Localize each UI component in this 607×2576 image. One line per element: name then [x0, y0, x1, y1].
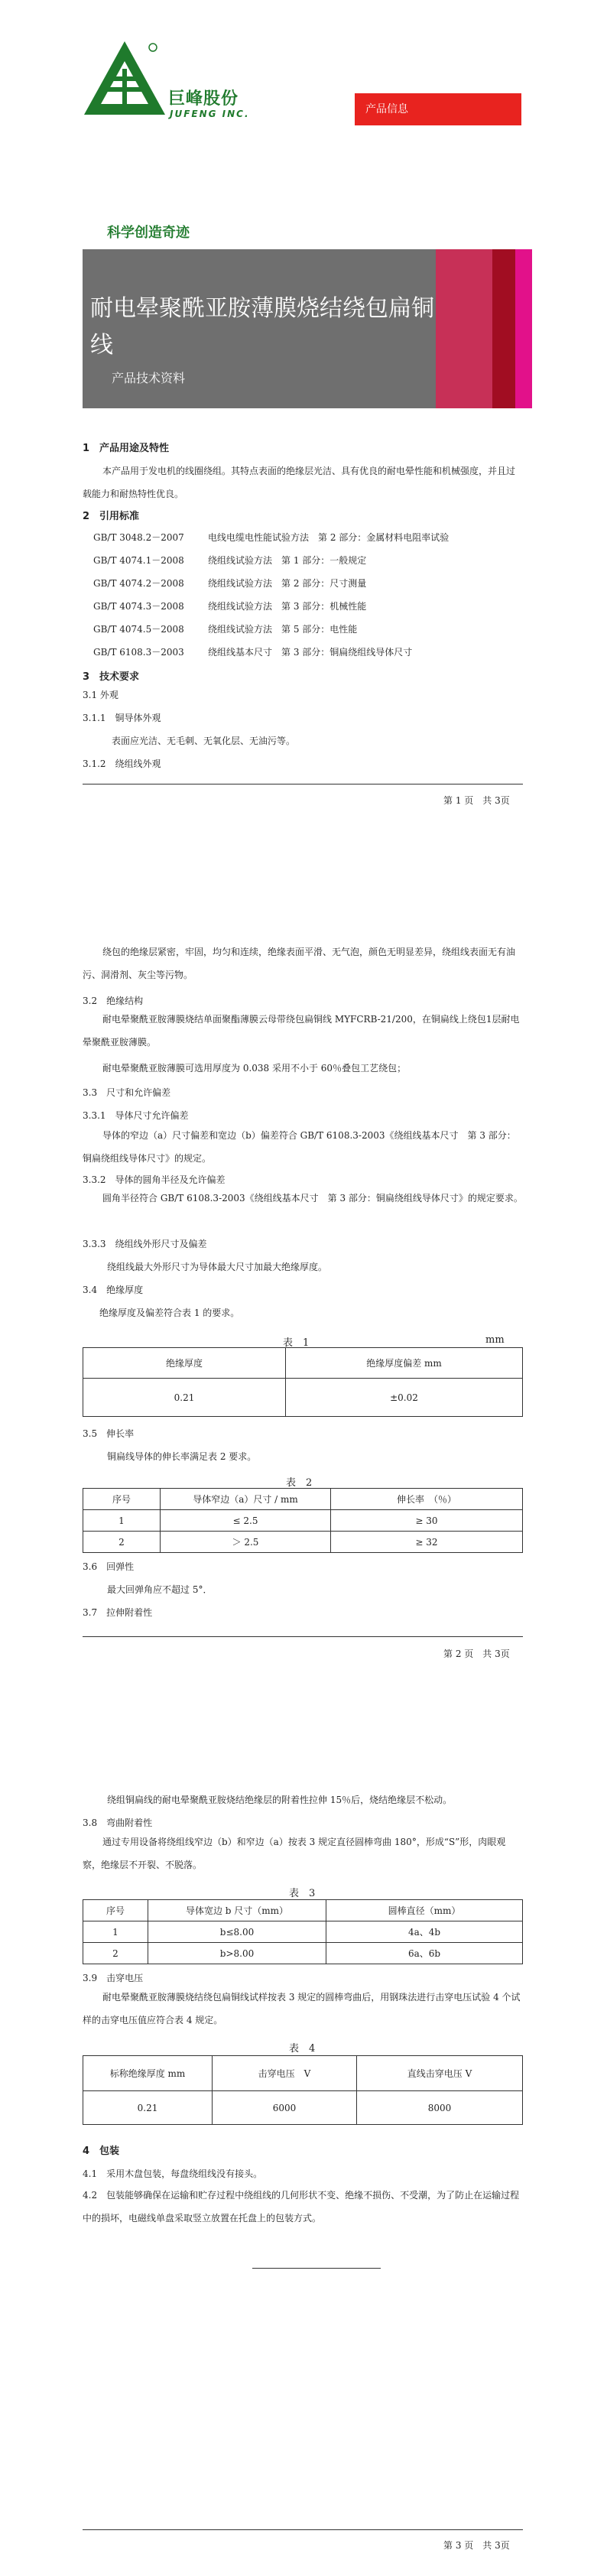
- standard-item: [93, 554, 521, 566]
- table-header-row: [83, 1489, 523, 1510]
- subsection-3-7: 3.7 拉伸附着性: [83, 1607, 153, 1618]
- subsection-3-5-text: 铜扁线导体的伸长率满足表 2 要求。: [107, 1451, 257, 1462]
- table-cell: b≤8.00: [148, 1921, 326, 1943]
- standard-name: 绕组线基本尺寸 第 3 部分：铜扁绕组线导体尺寸: [208, 647, 413, 658]
- subsection-3-2-text-1: 耐电晕聚酰亚胺薄膜烧结单面聚酯薄膜云母带绕包扁铜线 MYFCRB-21/200，在铜扁线上绕包1层耐电晕聚酰亚胺薄膜。: [83, 1014, 520, 1048]
- table-cell: ≤ 2.5: [161, 1510, 331, 1532]
- standard-code: GB/T 4074.3－2008: [93, 601, 184, 612]
- subsection-3-4-text: 绝缘厚度及偏差符合表 1 的要求。: [99, 1307, 240, 1318]
- table-cell: ≥ 32: [331, 1532, 523, 1553]
- standard-name: 绕组线试验方法 第 5 部分：电性能: [208, 624, 358, 635]
- table-3-caption: 表 3: [289, 1888, 316, 1899]
- subsection-3-3-2-text: 圆角半径符合 GB/T 6108.3-2003《绕组线基本尺寸 第 3 部分：铜扁绕组线导体尺寸》的规定要求。: [102, 1193, 523, 1204]
- table-cell: 2: [83, 1532, 161, 1553]
- standard-code: GB/T 4074.2－2008: [93, 578, 184, 589]
- standard-item: [93, 622, 521, 635]
- standard-name: 绕组线试验方法 第 1 部分：一般规定: [208, 555, 367, 566]
- page-footer-1: 第 1 页 共 3页: [443, 795, 510, 806]
- table-cell: b>8.00: [148, 1943, 326, 1964]
- table-row: [83, 1532, 523, 1553]
- company-logo: [83, 38, 167, 118]
- table-row: [83, 1943, 523, 1964]
- table-header-cell: 绝缘厚度: [83, 1348, 286, 1379]
- standard-name: 绕组线试验方法 第 2 部分：尺寸测量: [208, 578, 367, 589]
- slogan: 科学创造奇迹: [107, 225, 190, 241]
- table-header-row: [83, 1900, 523, 1921]
- standard-code: GB/T 4074.1－2008: [93, 555, 184, 566]
- page-divider: [83, 2529, 523, 2530]
- table-cell: 1: [83, 1921, 148, 1943]
- table-header-cell: 序号: [83, 1900, 148, 1921]
- standard-code: GB/T 6108.3－2003: [93, 647, 184, 658]
- subsection-3-9-text: 耐电晕聚酰亚胺薄膜烧结绕包扁铜线试样按表 3 规定的圆棒弯曲后，用钢珠法进行击穿电压试验 4 个试样的击穿电压值应符合表 4 规定。: [83, 1992, 521, 2025]
- table-cell: 8000: [357, 2091, 523, 2125]
- company-name-cn: 巨峰股份: [168, 89, 239, 109]
- table-cell: 6a、6b: [326, 1943, 523, 1964]
- table-cell: ＞ 2.5: [161, 1532, 331, 1553]
- table-header-cell: 导体窄边（a）尺寸 / mm: [161, 1489, 331, 1510]
- page-footer-2: 第 2 页 共 3页: [443, 1649, 510, 1659]
- section-1-heading: 1 产品用途及特性: [83, 443, 170, 454]
- table-row: [83, 1921, 523, 1943]
- table-4-caption: 表 4: [289, 2043, 316, 2055]
- table-header-cell: 圆棒直径（mm）: [326, 1900, 523, 1921]
- subsection-3-8-text: 通过专用设备将绕组线窄边（b）和窄边（a）按表 3 规定直径圆棒弯曲 180°，形成“S”形，肉眼观察，绝缘层不开裂、不脱落。: [83, 1837, 506, 1870]
- end-rule: [252, 2268, 381, 2269]
- standard-code: GB/T 4074.5－2008: [93, 624, 184, 635]
- table-row: [83, 1379, 523, 1417]
- standard-name: 电线电缆电性能试验方法 第 2 部分：金属材料电阻率试验: [208, 532, 450, 543]
- table-header-cell: 序号: [83, 1489, 161, 1510]
- table-row: [83, 2091, 523, 2125]
- company-name-en: JUFENG INC.: [170, 109, 250, 119]
- table-cell: 0.21: [83, 2091, 213, 2125]
- subsection-3-1-2-text: 绕包的绝缘层紧密，牢固，均匀和连续，绝缘表面平滑、无气泡，颜色无明显差异，绕组线表面无有油污、洞滑剂、灰尘等污物。: [83, 947, 516, 980]
- subsection-3-1: 3.1 外观: [83, 690, 118, 700]
- subsection-3-8: 3.8 弯曲附着性: [83, 1817, 153, 1828]
- subsection-3-9: 3.9 击穿电压: [83, 1973, 144, 1983]
- page-divider: [83, 1636, 523, 1637]
- subsection-3-7-text: 绕组铜扁线的耐电晕聚酰亚胺烧结绝缘层的附着性拉伸 15％后，烧结绝缘层不松动。: [107, 1795, 453, 1805]
- subsection-3-3-1: 3.3.1 导体尺寸允许偏差: [83, 1110, 189, 1121]
- table-3: [83, 1899, 523, 1964]
- banner-stripe-magenta: [515, 249, 532, 408]
- table-header-cell: 绝缘厚度偏差 mm: [286, 1348, 523, 1379]
- table-header-cell: 导体宽边 b 尺寸（mm）: [148, 1900, 326, 1921]
- subsection-3-6: 3.6 回弹性: [83, 1561, 135, 1572]
- section-4-heading: 4 包装: [83, 2146, 120, 2157]
- section-3-heading: 3 技术要求: [83, 671, 140, 683]
- table-header-cell: 直线击穿电压 V: [357, 2056, 523, 2091]
- subsection-3-1-1: 3.1.1 铜导体外观: [83, 713, 161, 723]
- subsection-3-1-2: 3.1.2 绕组线外观: [83, 759, 161, 769]
- table-cell: 0.21: [83, 1379, 286, 1417]
- table-header-row: [83, 2056, 523, 2091]
- table-1-caption: 表 1: [283, 1337, 310, 1349]
- table-header-row: [83, 1348, 523, 1379]
- standard-item: [93, 531, 521, 543]
- standard-code: GB/T 3048.2－2007: [93, 532, 184, 543]
- subsection-3-1-1-text: 表面应光洁、无毛刺、无氧化层、无油污等。: [112, 736, 296, 746]
- table-cell: 4a、4b: [326, 1921, 523, 1943]
- subsection-3-4: 3.4 绝缘厚度: [83, 1285, 144, 1295]
- standard-name: 绕组线试验方法 第 3 部分：机械性能: [208, 601, 367, 612]
- table-1-unit: mm: [485, 1334, 505, 1346]
- standard-item: [93, 599, 521, 612]
- table-header-cell: 击穿电压 V: [213, 2056, 357, 2091]
- product-info-label: 产品信息: [365, 103, 408, 115]
- table-cell: ≥ 30: [331, 1510, 523, 1532]
- page-footer-3: 第 3 页 共 3页: [443, 2540, 510, 2551]
- banner-stripe-crimson: [492, 249, 515, 408]
- subsection-3-3-3: 3.3.3 绕组线外形尺寸及偏差: [83, 1239, 207, 1249]
- table-cell: 1: [83, 1510, 161, 1532]
- standard-item: [93, 645, 521, 658]
- subsection-4-1: 4.1 采用木盘包装，每盘绕组线没有接头。: [83, 2168, 263, 2179]
- subsection-3-2: 3.2 绝缘结构: [83, 996, 144, 1006]
- table-cell: 6000: [213, 2091, 357, 2125]
- section-2-heading: 2 引用标准: [83, 511, 140, 522]
- document-title: 耐电晕聚酰亚胺薄膜烧结绕包扁铜线: [90, 295, 434, 359]
- table-4: [83, 2055, 523, 2125]
- table-1: [83, 1347, 523, 1417]
- subsection-3-3-1-text: 导体的窄边（a）尺寸偏差和宽边（b）偏差符合 GB/T 6108.3-2003《绕组线基本尺寸 第 3 部分：铜扁绕组线导体尺寸》的规定。: [83, 1130, 516, 1164]
- table-2: [83, 1488, 523, 1553]
- table-row: [83, 1510, 523, 1532]
- subsection-3-3-3-text: 绕组线最大外形尺寸为导体最大尺寸加最大绝缘厚度。: [107, 1262, 328, 1272]
- section-1-paragraph: 本产品用于发电机的线圈绕组。其特点表面的绝缘层光洁、具有优良的耐电晕性能和机械强度，并且过载能力和耐热特性优良。: [83, 466, 516, 499]
- subsection-3-5: 3.5 伸长率: [83, 1428, 135, 1439]
- document-subtitle: 产品技术资料: [112, 371, 186, 385]
- banner-stripe-rose: [436, 249, 492, 408]
- subsection-3-6-text: 最大回弹角应不超过 5°．: [107, 1584, 213, 1595]
- table-header-cell: 标称绝缘厚度 mm: [83, 2056, 213, 2091]
- standard-item: [93, 577, 521, 589]
- subsection-3-3-2: 3.3.2 导体的圆角半径及允许偏差: [83, 1174, 226, 1185]
- table-cell: 2: [83, 1943, 148, 1964]
- product-info-bar: [355, 93, 521, 125]
- table-cell: ±0.02: [286, 1379, 523, 1417]
- subsection-3-2-text-2: 耐电晕聚酰亚胺薄膜可选用厚度为 0.038 采用不小于 60％叠包工艺绕包；: [102, 1063, 407, 1074]
- subsection-3-3: 3.3 尺寸和允许偏差: [83, 1087, 171, 1098]
- table-header-cell: 伸长率 （％）: [331, 1489, 523, 1510]
- table-2-caption: 表 2: [286, 1477, 313, 1489]
- subsection-4-2: 4.2 包装能够确保在运输和贮存过程中绕组线的几何形状不变、绝缘不损伤、不受潮，为了防止在运输过程中的损坏，电磁线单盘采取竖立放置在托盘上的包装方式。: [83, 2190, 520, 2224]
